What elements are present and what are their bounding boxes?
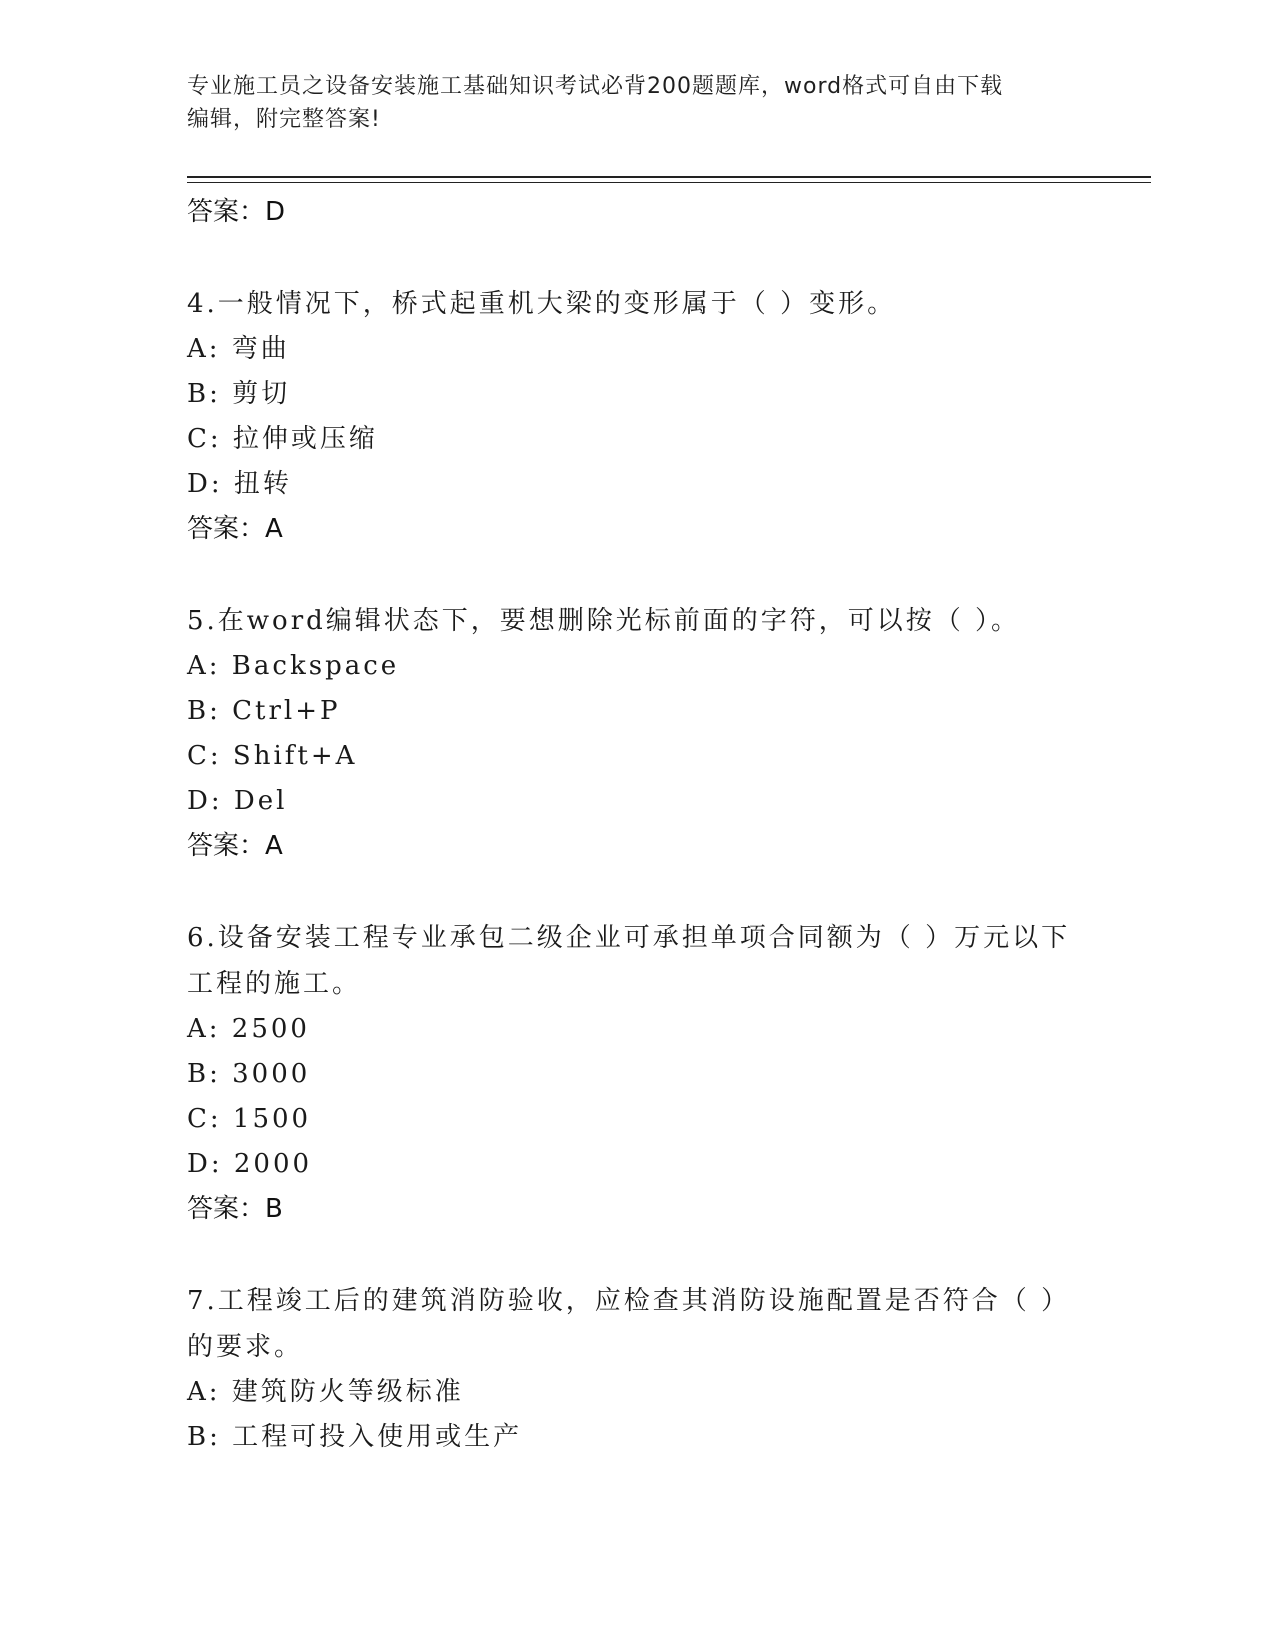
option-d: D: Del <box>187 786 288 816</box>
option-d: D: 扭转 <box>187 469 292 499</box>
option-b: B: Ctrl+P <box>187 696 341 726</box>
question-text: 7.工程竣工后的建筑消防验收，应检查其消防设施配置是否符合（ ）的要求。 <box>187 1286 1071 1362</box>
option-c: C: Shift+A <box>187 741 358 771</box>
option-a: A: Backspace <box>187 651 400 681</box>
header-line-2: 编辑，附完整答案! <box>187 107 381 132</box>
question-text: 4.一般情况下，桥式起重机大梁的变形属于（ ）变形。 <box>187 289 897 319</box>
header-rule-thin <box>187 182 1151 183</box>
option-a: A: 建筑防火等级标准 <box>187 1377 464 1407</box>
answer-label: 答案：D <box>187 197 286 227</box>
option-d: D: 2000 <box>187 1149 313 1179</box>
answer-label: 答案：A <box>187 514 283 544</box>
question-text: 6.设备安装工程专业承包二级企业可承担单项合同额为（ ）万元以下工程的施工。 <box>187 923 1071 999</box>
option-a: A: 2500 <box>187 1014 310 1044</box>
answer-label: 答案：B <box>187 1194 283 1224</box>
question-text: 5.在word编辑状态下，要想删除光标前面的字符，可以按（ ）。 <box>187 606 1021 636</box>
document-body <box>187 190 1087 1460</box>
question-block-6 <box>187 915 1087 1232</box>
option-b: B: 剪切 <box>187 379 291 409</box>
document-header <box>187 70 1087 136</box>
option-b: B: 工程可投入使用或生产 <box>187 1422 523 1452</box>
answer-label: 答案：A <box>187 831 283 861</box>
question-block-7 <box>187 1278 1087 1460</box>
option-c: C: 拉伸或压缩 <box>187 424 378 454</box>
question-block-4 <box>187 281 1087 552</box>
header-rule-thick <box>187 176 1151 178</box>
question-block-5 <box>187 598 1087 869</box>
option-a: A: 弯曲 <box>187 334 290 364</box>
option-c: C: 1500 <box>187 1104 312 1134</box>
header-line-1: 专业施工员之设备安装施工基础知识考试必背200题题库，word格式可自由下载 <box>187 74 1004 99</box>
option-b: B: 3000 <box>187 1059 311 1089</box>
